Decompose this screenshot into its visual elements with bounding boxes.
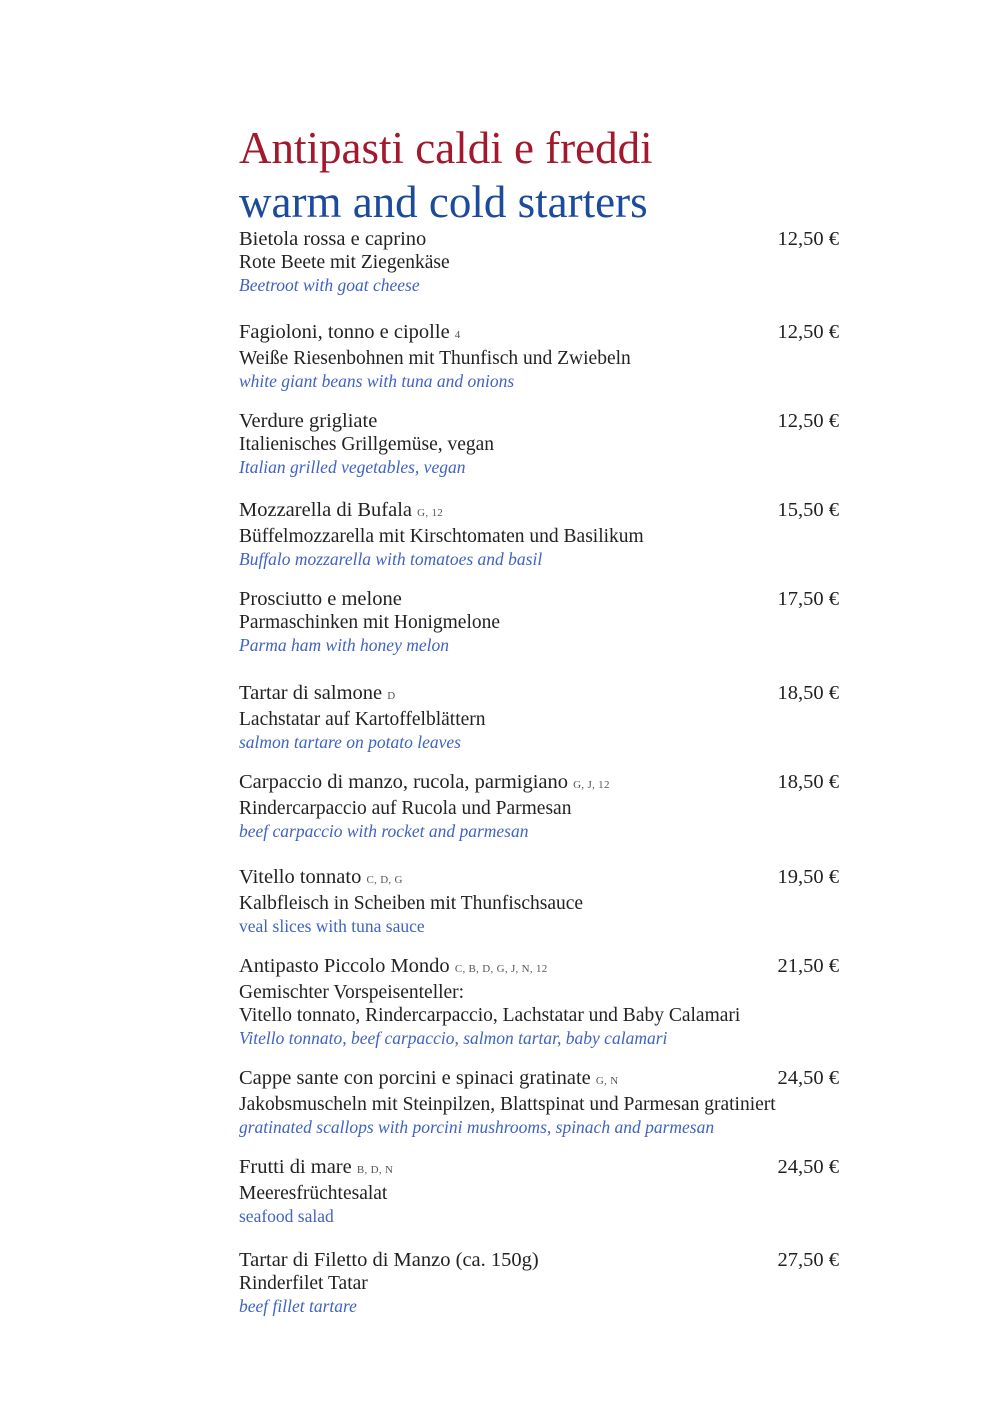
price: 12,50 €	[777, 410, 839, 432]
english-description: veal slices with tuna sauce	[239, 916, 425, 936]
menu-item	[239, 588, 839, 656]
price: 15,50 €	[777, 499, 839, 521]
menu-item	[239, 682, 839, 753]
german-description: Büffelmozzarella mit Kirschtomaten und Basilikum	[239, 526, 644, 547]
price: 17,50 €	[777, 588, 839, 610]
german-description: Parmaschinken mit Honigmelone	[239, 612, 501, 633]
allergen-codes: G, N	[595, 1075, 619, 1087]
german-description: Weiße Riesenbohnen mit Thunfisch und Zwiebeln	[239, 348, 631, 369]
dish-name-text: Prosciutto e melone	[239, 588, 402, 610]
dish-name-text: Cappe sante con porcini e spinaci gratinate	[239, 1067, 591, 1089]
price: 24,50 €	[777, 1156, 839, 1178]
dish-name	[239, 321, 839, 347]
price: 18,50 €	[777, 682, 839, 704]
allergen-codes: G, 12	[417, 507, 444, 519]
german-description: Italienisches Grillgemüse, vegan	[239, 434, 495, 455]
dish-name-text: Frutti di mare	[239, 1156, 352, 1178]
dish-name	[239, 499, 839, 525]
english-description: Buffalo mozzarella with tomatoes and basil	[239, 549, 543, 569]
german-description: Meeresfrüchtesalat	[239, 1183, 388, 1204]
allergen-codes: G, J, 12	[573, 779, 610, 791]
german-description: Jakobsmuscheln mit Steinpilzen, Blattspinat und Parmesan gratiniert	[239, 1094, 776, 1115]
price: 24,50 €	[777, 1067, 839, 1089]
menu-item	[239, 771, 839, 842]
allergen-codes: C, B, D, G, J, N, 12	[454, 963, 548, 975]
english-description: beef carpaccio with rocket and parmesan	[239, 821, 529, 841]
dish-name	[239, 955, 839, 981]
dish-name-text: Verdure grigliate	[239, 410, 378, 432]
dish-name-text: Tartar di salmone	[239, 682, 383, 704]
dish-name	[239, 410, 839, 433]
english-description: beef fillet tartare	[239, 1296, 357, 1316]
menu-item	[239, 228, 839, 296]
menu-item	[239, 410, 839, 478]
dish-name	[239, 1156, 839, 1182]
price: 27,50 €	[777, 1249, 839, 1271]
dish-name-text: Tartar di Filetto di Manzo (ca. 150g)	[239, 1249, 539, 1271]
allergen-codes: C, D, G	[366, 874, 403, 886]
dish-name-text: Fagioloni, tonno e cipolle	[239, 321, 450, 343]
german-description: Rote Beete mit Ziegenkäse	[239, 252, 450, 273]
allergen-codes: B, D, N	[356, 1164, 394, 1176]
menu-item	[239, 1067, 839, 1138]
german-description: Vitello tonnato, Rindercarpaccio, Lachstatar und Baby Calamari	[239, 1005, 741, 1026]
title-english: warm and cold starters	[239, 177, 648, 227]
english-description: Vitello tonnato, beef carpaccio, salmon tartar, baby calamari	[239, 1028, 668, 1048]
dish-name	[239, 771, 839, 797]
dish-name	[239, 1067, 839, 1093]
allergen-codes: D	[387, 690, 396, 702]
title-italian: Antipasti caldi e freddi	[239, 123, 653, 173]
english-description: gratinated scallops with porcini mushrooms, spinach and parmesan	[239, 1117, 715, 1137]
english-description: Italian grilled vegetables, vegan	[239, 457, 466, 477]
menu-item	[239, 955, 839, 1049]
dish-name-text: Carpaccio di manzo, rucola, parmigiano	[239, 771, 569, 793]
menu-item	[239, 499, 839, 570]
dish-name-text: Bietola rossa e caprino	[239, 228, 427, 250]
menu-item	[239, 866, 839, 937]
dish-name-text: Antipasto Piccolo Mondo	[239, 955, 450, 977]
dish-name	[239, 228, 839, 251]
menu-item	[239, 1156, 839, 1227]
dish-name	[239, 1249, 839, 1272]
price: 19,50 €	[777, 866, 839, 888]
german-description: Lachstatar auf Kartoffelblättern	[239, 709, 486, 730]
english-description: seafood salad	[239, 1206, 334, 1226]
menu-item	[239, 1249, 839, 1317]
english-description: salmon tartare on potato leaves	[239, 732, 461, 752]
german-description: Gemischter Vorspeisenteller:	[239, 982, 465, 1003]
english-description: Parma ham with honey melon	[239, 635, 449, 655]
dish-name	[239, 866, 839, 892]
dish-name-text: Vitello tonnato	[239, 866, 362, 888]
dish-name	[239, 682, 839, 708]
german-description: Rinderfilet Tatar	[239, 1273, 368, 1294]
price: 18,50 €	[777, 771, 839, 793]
price: 12,50 €	[777, 228, 839, 250]
allergen-codes: 4	[454, 329, 461, 341]
english-description: white giant beans with tuna and onions	[239, 371, 515, 391]
german-description: Rindercarpaccio auf Rucola und Parmesan	[239, 798, 572, 819]
price: 21,50 €	[777, 955, 839, 977]
dish-name-text: Mozzarella di Bufala	[239, 499, 413, 521]
german-description: Kalbfleisch in Scheiben mit Thunfischsauce	[239, 893, 584, 914]
dish-name	[239, 588, 839, 611]
english-description: Beetroot with goat cheese	[239, 275, 420, 295]
price: 12,50 €	[777, 321, 839, 343]
menu-item	[239, 321, 839, 392]
